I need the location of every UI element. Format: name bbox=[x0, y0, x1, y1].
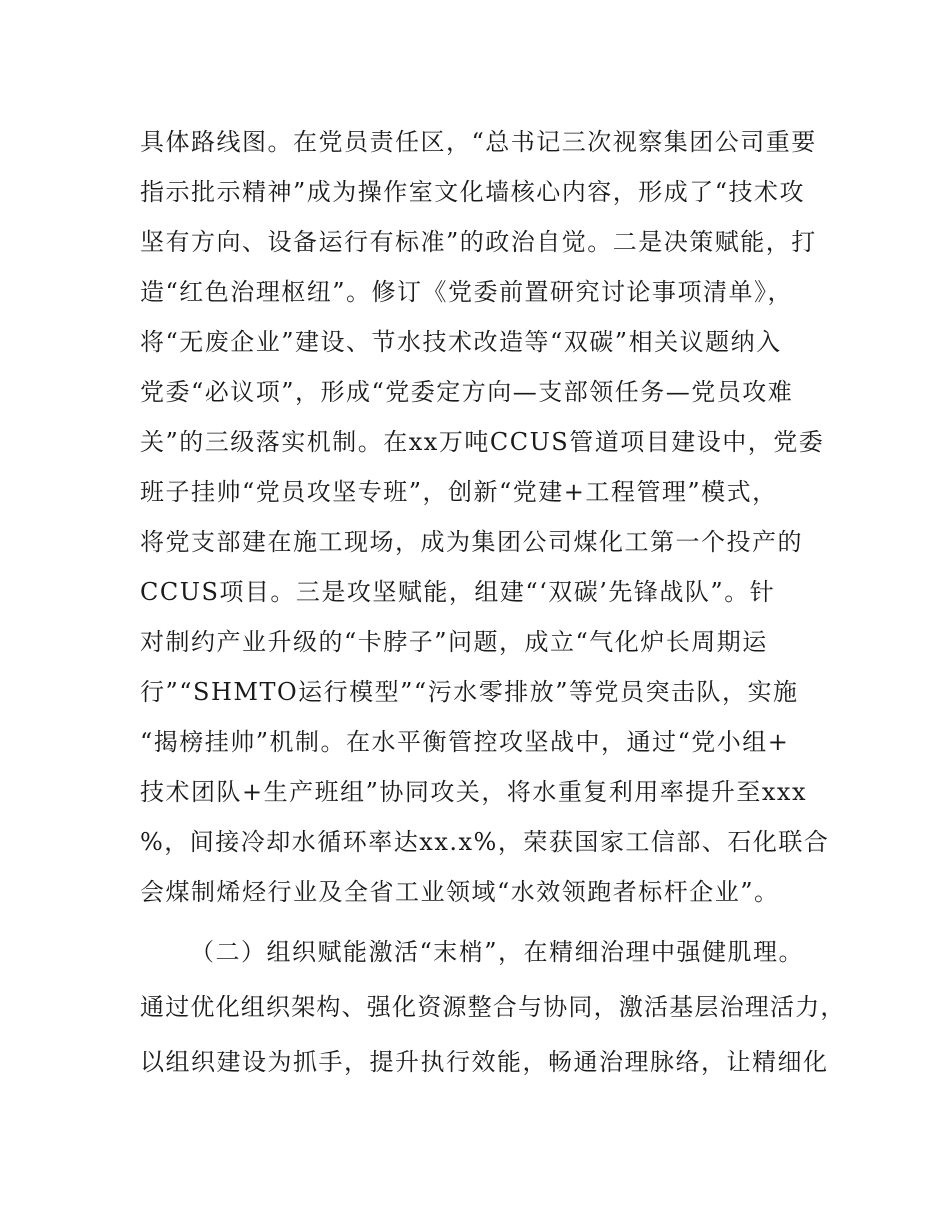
text-line: 党委“必议项”，形成“党委定方向—支部领任务—党员攻难 bbox=[140, 378, 794, 406]
text-line: CCUS项目。三是攻坚赋能，组建“‘双碳’先锋战队”。针 bbox=[140, 578, 776, 606]
text-line: 技术团队+生产班组”协同攻关，将水重复利用率提升至xxx bbox=[140, 778, 807, 806]
text-line: 具体路线图。在党员责任区，“总书记三次视察集团公司重要 bbox=[140, 128, 817, 156]
text-line: “揭榜挂帅”机制。在水平衡管控攻坚战中，通过“党小组+ bbox=[140, 728, 790, 756]
text-line: 坚有方向、设备运行有标准”的政治自觉。二是决策赋能，打 bbox=[140, 228, 817, 256]
text-line: 以组织建设为抓手，提升执行效能，畅通治理脉络，让精细化 bbox=[140, 1048, 829, 1076]
text-line: 指示批示精神”成为操作室文化墙核心内容，形成了“技术攻 bbox=[140, 178, 806, 206]
text-line: 通过优化组织架构、强化资源整合与协同，激活基层治理活力， bbox=[140, 993, 846, 1021]
text-line: %，间接冷却水循环率达xx.x%，荣获国家工信部、石化联合 bbox=[140, 828, 830, 856]
text-line: 对制约产业升级的“卡脖子”问题，成立“气化炉长周期运 bbox=[140, 628, 768, 656]
text-line: 班子挂帅“党员攻坚专班”，创新“党建+工程管理”模式， bbox=[140, 478, 778, 506]
text-line: 会煤制烯烃行业及全省工业领域“水效领跑者标杆企业”。 bbox=[140, 878, 780, 906]
text-line: 将党支部建在施工现场，成为集团公司煤化工第一个投产的 bbox=[140, 528, 803, 556]
text-line: 将“无废企业”建设、节水技术改造等“双碳”相关议题纳入 bbox=[140, 328, 782, 356]
text-line: 行”“SHMTO运行模型”“污水零排放”等党员突击队，实施 bbox=[140, 678, 799, 706]
text-line: 关”的三级落实机制。在xx万吨CCUS管道项目建设中，党委 bbox=[140, 428, 825, 456]
text-line: 造“红色治理枢纽”。修订《党委前置研究讨论事项清单》， bbox=[140, 278, 794, 306]
section-heading: （二）组织赋能激活“末梢”，在精细治理中强健肌理。 bbox=[190, 938, 805, 966]
